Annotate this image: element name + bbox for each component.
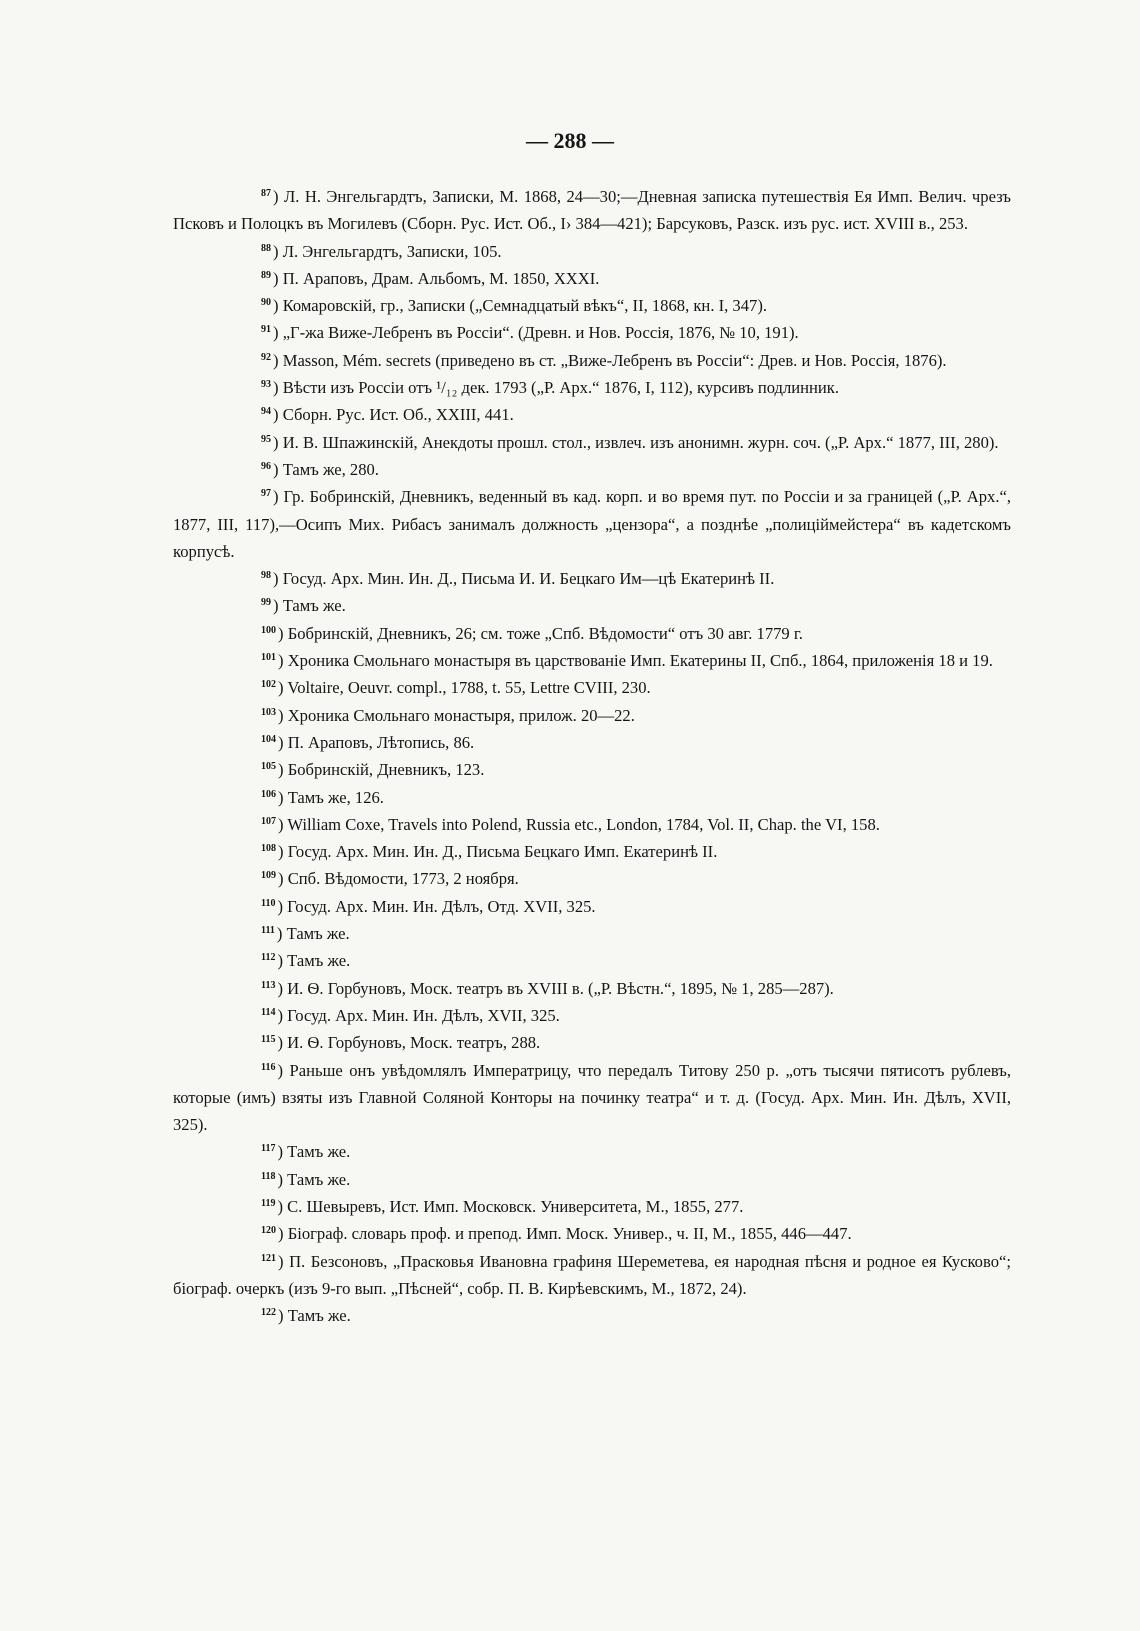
footnote-number: 114 — [261, 1006, 276, 1018]
footnote-text: Хроника Смольнаго монастыря въ царствованіе Имп. Екатерины II, Спб., 1864, приложенія 18 и 19. — [287, 651, 993, 671]
footnote-number: 87 — [261, 188, 271, 199]
footnote-number: 111 — [261, 925, 275, 937]
footnote-number: 109 — [261, 870, 276, 882]
footnotes-list — [173, 183, 1011, 1329]
footnote-text: Раньше онъ увѣдомлялъ Императрицу, что передалъ Титову 250 р. „отъ тысячи пятисотъ рублевъ, которые (имъ) взяты изъ Главной Соляной Конторы на починку театра“ и т. д. (Госуд. Арх. Мин. Ин. Дѣлъ, XVII, 325). — [173, 1060, 1011, 1135]
footnote-text: Хроника Смольнаго монастыря, прилож. 20—22. — [287, 705, 635, 725]
footnote-entry: $^{107}$ ) William Coxe, Travels into Polend, Russia etc., London, 1784, Vol. II, Chap. the VI, 158. — [261, 814, 880, 834]
footnote-number: 104 — [261, 733, 276, 745]
footnote-text: Тамъ же. — [286, 924, 350, 944]
footnote-text: Masson, Mém. secrets (приведено въ ст. „Виже-Лебренъ въ Россіи“: Древ. и Нов. Россія, 1876). — [282, 350, 947, 370]
footnote-number: 118 — [261, 1170, 276, 1182]
footnote-number: 106 — [261, 788, 276, 800]
footnote-entry: $^{114}$ ) Госуд. Арх. Мин. Ин. Дѣлъ, XVII, 325. — [261, 1005, 560, 1025]
footnote-entry: $^{105}$ ) Бобринскій, Дневникъ, 123. — [261, 760, 485, 780]
footnote-entry: $^{119}$ ) С. Шевыревъ, Ист. Имп. Московск. Университета, М., 1855, 277. — [261, 1196, 744, 1216]
footnote-number: 98 — [261, 570, 271, 582]
footnote-number: 97 — [261, 488, 271, 500]
footnote-number: 105 — [261, 761, 276, 773]
footnote-entry: $^{111}$ ) Тамъ же. — [261, 924, 350, 944]
footnote-entry: $^{118}$ ) Тамъ же. — [261, 1169, 351, 1189]
footnote-number: 91 — [261, 324, 271, 336]
footnote-entry: $^{104}$ ) П. Араповъ, Лѣтопись, 86. — [261, 732, 475, 752]
footnote-text: Тамъ же. — [287, 1169, 351, 1189]
footnote-number: 110 — [261, 897, 276, 909]
footnote-entry: $^{122}$ ) Тамъ же. — [261, 1306, 351, 1326]
footnote-number: 100 — [261, 624, 276, 636]
footnote-entry: $^{109}$ ) Спб. Вѣдомости, 1773, 2 ноября. — [261, 869, 519, 889]
footnote-entry: $^{97}$ ) Гр. Бобринскій, Дневникъ, веденный въ кад. корп. и во время пут. по Россіи и за границей („Р. Арх.“, 1877, III, 117),—Осипъ Мих. Рибасъ занималъ должность „цензора“, а позднѣе „полиціймейстера“ въ кадетскомъ корпусѣ. — [173, 487, 1011, 561]
footnote-text: П. Безсоновъ, „Прасковья Ивановна графиня Шереметева, ея народная пѣсня и родное ея Кусково“; біограф. очеркъ (изъ 9-го вып. „Пѣсней“, собр. П. В. Кирѣевскимъ, М., 1872, 24). — [173, 1251, 1011, 1298]
footnote-entry: $^{89}$ ) П. Араповъ, Драм. Альбомъ, М. 1850, XXXI. — [261, 268, 600, 288]
page-number: — 288 — — [526, 128, 614, 153]
footnote-entry: $^{116}$ ) Раньше онъ увѣдомлялъ Императрицу, что передалъ Титову 250 р. „отъ тысячи пятисотъ рублевъ, которые (имъ) взяты изъ Главной Соляной Конторы на починку театра“ и т. д. (Госуд. Арх. Мин. Ин. Дѣлъ, XVII, 325). — [173, 1060, 1011, 1135]
footnote-text: Вѣсти изъ Россіи отъ ¹/₁₂ дек. 1793 („Р. Арх.“ 1876, I, 112), курсивъ подлинник. — [282, 378, 840, 398]
footnote-text: Л. Н. Энгельгардтъ, Записки, М. 1868, 24—30;—Дневная записка путешествія Ея Имп. Велич. чрезъ Псковъ и Полоцкъ въ Могилевъ (Сборн. Рус. Ист. Об., I› 384—421); Барсуковъ, Разск. изъ рус. ист. XVIII в., 253. — [173, 187, 1011, 234]
footnote-entry: $^{96}$ ) Тамъ же, 280. — [261, 459, 379, 479]
footnote-entry: $^{99}$ ) Тамъ же. — [261, 596, 346, 616]
footnote-entry: $^{115}$ ) И. Ѳ. Горбуновъ, Моск. театръ, 288. — [261, 1033, 541, 1053]
footnote-entry: $^{110}$ ) Госуд. Арх. Мин. Ин. Дѣлъ, Отд. XVII, 325. — [261, 896, 596, 916]
footnote-text: П. Араповъ, Драм. Альбомъ, М. 1850, XXXI. — [282, 268, 600, 288]
footnote-text: Тамъ же. — [287, 951, 351, 971]
footnote-entry: $^{108}$ ) Госуд. Арх. Мин. Ин. Д., Письма Бецкаго Имп. Екатеринѣ II. — [261, 842, 718, 862]
footnote-number: 101 — [261, 652, 276, 664]
footnote-text: И. В. Шпажинскій, Анекдоты прошл. стол., извлеч. изъ анонимн. журн. соч. („Р. Арх.“ 1877, III, 280). — [282, 432, 999, 452]
footnote-entry: $^{101}$ ) Хроника Смольнаго монастыря въ царствованіе Имп. Екатерины II, Спб., 1864, приложенія 18 и 19. — [261, 651, 993, 671]
footnote-number: 94 — [261, 406, 271, 418]
footnote-number: 108 — [261, 843, 276, 855]
footnote-text: Тамъ же, 126. — [287, 787, 384, 807]
footnote-text: Бобринскій, Дневникъ, 123. — [287, 760, 485, 780]
footnote-number: 107 — [261, 815, 276, 827]
footnote-text: Комаровскій, гр., Записки („Семнадцатый вѣкъ“, II, 1868, кн. I, 347). — [282, 296, 768, 316]
footnote-number: 102 — [261, 679, 276, 691]
footnote-entry: $^{120}$ ) Біограф. словарь проф. и препод. Имп. Моск. Универ., ч. II, М., 1855, 446—447. — [261, 1224, 852, 1244]
footnote-text: Спб. Вѣдомости, 1773, 2 ноября. — [287, 869, 519, 889]
footnote-entry: $^{113}$ ) И. Ѳ. Горбуновъ, Моск. театръ въ XVIII в. („Р. Вѣстн.“, 1895, № 1, 285—287). — [261, 978, 834, 998]
footnote-text: Біограф. словарь проф. и препод. Имп. Моск. Универ., ч. II, М., 1855, 446—447. — [287, 1224, 852, 1244]
footnote-text: И. Ѳ. Горбуновъ, Моск. театръ, 288. — [287, 1033, 541, 1053]
footnote-text: Л. Энгельгардтъ, Записки, 105. — [282, 241, 502, 261]
footnote-number: 116 — [261, 1061, 276, 1073]
footnote-entry: $^{94}$ ) Сборн. Рус. Ист. Об., XXIII, 441. — [261, 405, 514, 425]
footnote-number: 96 — [261, 460, 271, 472]
footnote-entry: $^{112}$ ) Тамъ же. — [261, 951, 351, 971]
footnote-number: 93 — [261, 379, 271, 391]
footnote-number: 95 — [261, 433, 271, 445]
footnote-entry: $^{88}$ ) Л. Энгельгардтъ, Записки, 105. — [261, 241, 502, 261]
footnote-text: И. Ѳ. Горбуновъ, Моск. театръ въ XVIII в. („Р. Вѣстн.“, 1895, № 1, 285—287). — [287, 978, 834, 998]
footnote-number: 103 — [261, 706, 276, 718]
footnote-text: С. Шевыревъ, Ист. Имп. Московск. Университета, М., 1855, 277. — [287, 1196, 744, 1216]
footnote-number: 112 — [261, 952, 276, 964]
footnote-entry: $^{90}$ ) Комаровскій, гр., Записки („Семнадцатый вѣкъ“, II, 1868, кн. I, 347). — [261, 296, 768, 316]
footnote-text: Тамъ же, 280. — [282, 459, 379, 479]
footnote-text: Тамъ же. — [282, 596, 346, 616]
footnote-entry: $^{100}$ ) Бобринскій, Дневникъ, 26; см. тоже „Спб. Вѣдомости“ отъ 30 авг. 1779 г. — [261, 623, 803, 643]
footnote-number: 122 — [261, 1307, 276, 1319]
footnote-number: 119 — [261, 1197, 276, 1209]
footnote-text: Гр. Бобринскій, Дневникъ, веденный въ кад. корп. и во время пут. по Россіи и за границей („Р. Арх.“, 1877, III, 117),—Осипъ Мих. Рибасъ занималъ должность „цензора“, а позднѣе „полиціймейстера“ въ кадетскомъ корпусѣ. — [173, 487, 1011, 561]
footnote-text: Госуд. Арх. Мин. Ин. Д., Письма И. И. Бецкаго Им—цѣ Екатеринѣ II. — [282, 569, 775, 589]
footnote-entry: $^{92}$ ) Masson, Mém. secrets (приведено въ ст. „Виже-Лебренъ въ Россіи“: Древ. и Нов. Россія, 1876). — [261, 350, 947, 370]
footnote-text: Тамъ же. — [287, 1306, 351, 1326]
footnote-number: 113 — [261, 979, 276, 991]
footnote-number: 99 — [261, 597, 271, 609]
footnote-entry: $^{102}$ ) Voltaire, Oeuvr. compl., 1788, t. 55, Lettre CVIII, 230. — [261, 678, 651, 698]
footnote-number: 117 — [261, 1143, 276, 1155]
footnote-text: Тамъ же. — [287, 1142, 351, 1162]
footnote-text: Voltaire, Oeuvr. compl., 1788, t. 55, Lettre CVIII, 230. — [287, 678, 651, 698]
footnote-text: Госуд. Арх. Мин. Ин. Дѣлъ, Отд. XVII, 325. — [287, 896, 596, 916]
footnote-entry: $^{98}$ ) Госуд. Арх. Мин. Ин. Д., Письма И. И. Бецкаго Им—цѣ Екатеринѣ II. — [261, 569, 775, 589]
footnote-text: Госуд. Арх. Мин. Ин. Дѣлъ, XVII, 325. — [287, 1005, 560, 1025]
footnote-text: Бобринскій, Дневникъ, 26; см. тоже „Спб. Вѣдомости“ отъ 30 авг. 1779 г. — [287, 623, 803, 643]
footnote-text: Сборн. Рус. Ист. Об., XXIII, 441. — [282, 405, 514, 425]
footnote-entry: $^{106}$ ) Тамъ же, 126. — [261, 787, 384, 807]
footnote-entry: $^{93}$ ) Вѣсти изъ Россіи отъ ¹/₁₂ дек. 1793 („Р. Арх.“ 1876, I, 112), курсивъ подлинник. — [261, 378, 840, 398]
footnote-entry: $^{103}$ ) Хроника Смольнаго монастыря, прилож. 20—22. — [261, 705, 635, 725]
footnote-text: Госуд. Арх. Мин. Ин. Д., Письма Бецкаго Имп. Екатеринѣ II. — [287, 842, 718, 862]
footnote-entry: $^{91}$ ) „Г-жа Виже-Лебренъ въ Россіи“. (Древн. и Нов. Россія, 1876, № 10, 191). — [261, 323, 799, 343]
footnote-text: П. Араповъ, Лѣтопись, 86. — [287, 732, 475, 752]
footnote-entry: $^{121}$ ) П. Безсоновъ, „Прасковья Ивановна графиня Шереметева, ея народная пѣсня и родное ея Кусково“; біограф. очеркъ (изъ 9-го вып. „Пѣсней“, собр. П. В. Кирѣевскимъ, М., 1872, 24). — [173, 1251, 1011, 1298]
footnote-text: William Coxe, Travels into Polend, Russia etc., London, 1784, Vol. II, Chap. the VI, 158. — [287, 814, 880, 834]
footnote-number: 120 — [261, 1225, 276, 1237]
footnote-number: 90 — [261, 297, 271, 309]
footnote-number: 88 — [261, 242, 271, 254]
footnote-text: „Г-жа Виже-Лебренъ въ Россіи“. (Древн. и Нов. Россія, 1876, № 10, 191). — [282, 323, 799, 343]
footnote-number: 115 — [261, 1034, 276, 1046]
footnote-number: 121 — [261, 1252, 276, 1264]
footnote-number: 89 — [261, 269, 271, 281]
footnote-entry: $^{95}$ ) И. В. Шпажинскій, Анекдоты прошл. стол., извлеч. изъ анонимн. журн. соч. („Р. Арх.“ 1877, III, 280). — [261, 432, 999, 452]
footnote-entry: $^{87}$ ) Л. Н. Энгельгардтъ, Записки, М. 1868, 24—30;—Дневная записка путешествія Ея Имп. Велич. чрезъ Псковъ и Полоцкъ въ Могилевъ (Сборн. Рус. Ист. Об., I› 384—421); Барсуковъ, Разск. изъ рус. ист. XVIII в., 253. — [173, 187, 1011, 234]
footnote-entry: $^{117}$ ) Тамъ же. — [261, 1142, 351, 1162]
footnote-number: 92 — [261, 351, 271, 363]
